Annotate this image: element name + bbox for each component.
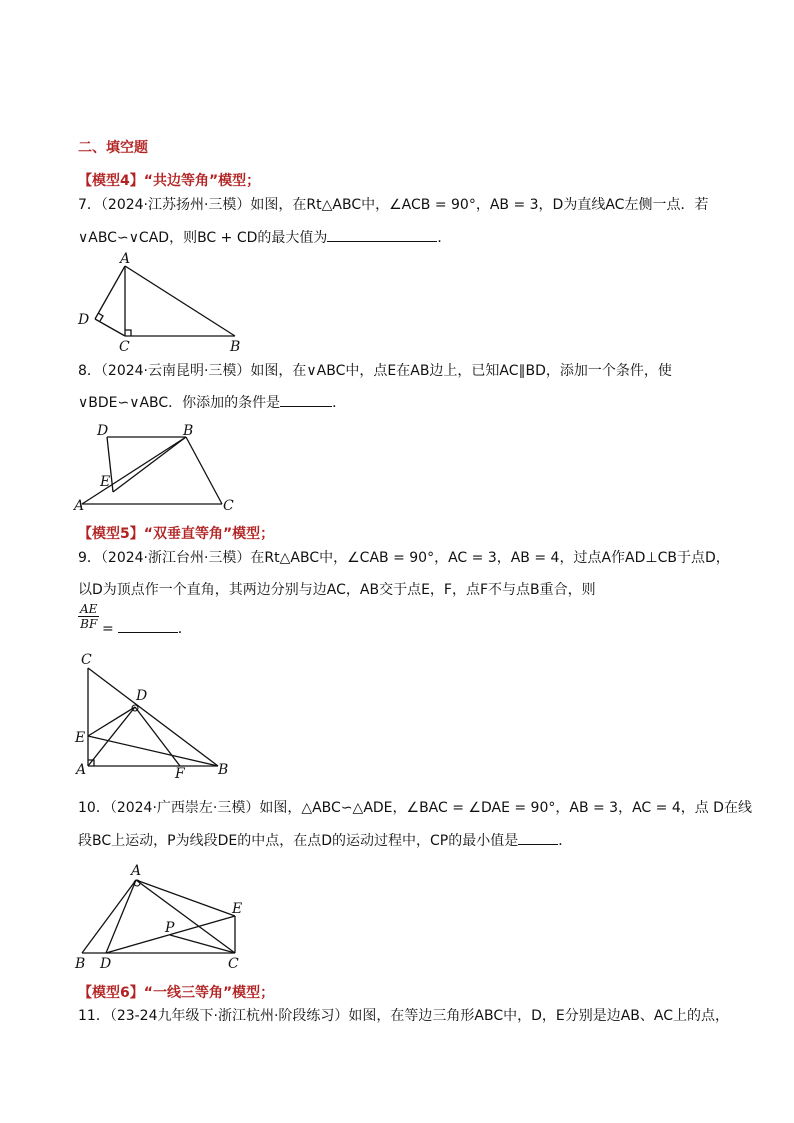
q8-label-b: B xyxy=(183,423,194,439)
q9-end: ． xyxy=(177,621,192,637)
q8-label-a: A xyxy=(74,498,85,514)
q9-label-f: F xyxy=(175,766,185,782)
q9-frac-num: AE xyxy=(80,602,98,616)
q10-answer-blank[interactable] xyxy=(518,830,558,845)
q7-line2-text: ∨ABC∽∨CAD，则BC + CD的最大值为 xyxy=(78,230,328,246)
q9-line2: 以D为顶点作一个直角，其两边分别与边AC，AB交于点E，F，点F不与点B重合，则 xyxy=(78,582,596,598)
q7-label-c: C xyxy=(119,339,130,355)
q10-end: ． xyxy=(558,833,573,849)
q8-line1: 8．（2024·云南昆明·三模）如图，在∨ABC中，点E在AB边上，已知AC∥BD，添加一个条件，使 xyxy=(78,363,672,379)
q10-label-b: B xyxy=(75,956,86,972)
q7-figure xyxy=(70,250,260,355)
q10-line2-text: 段BC上运动，P为线段DE的中点，在点D的运动过程中，CP的最小值是 xyxy=(78,833,519,849)
q9-answer-line xyxy=(102,618,192,639)
q9-fraction xyxy=(78,602,99,631)
q9-label-e: E xyxy=(75,730,86,746)
q10-label-p: P xyxy=(165,920,175,936)
q8-label-c: C xyxy=(223,498,234,514)
q10-figure xyxy=(70,858,255,973)
q7-label-a: A xyxy=(120,251,131,267)
q8-line2-text: ∨BDE∽∨ABC．你添加的条件是 xyxy=(78,395,281,411)
q9-label-a: A xyxy=(76,762,87,778)
model-6-heading: 【模型6】“一线三等角”模型； xyxy=(78,985,275,1001)
q9-answer-blank[interactable] xyxy=(118,618,178,633)
q10-label-c: C xyxy=(228,956,239,972)
q7-line1: 7．（2024·江苏扬州·三模）如图，在Rt△ABC中，∠ACB = 90°，AB = 3，D为直线AC左侧一点．若 xyxy=(78,197,709,213)
q10-line1: 10．（2024·广西崇左·三模）如图，△ABC∽△ADE，∠BAC = ∠DAE = 90°，AB = 3，AC = 4，点 D在线 xyxy=(78,800,752,816)
model-5-heading: 【模型5】“双垂直等角”模型； xyxy=(78,526,275,542)
q9-frac-den: BF xyxy=(80,617,98,631)
q9-label-c: C xyxy=(81,652,92,668)
q10-line2 xyxy=(78,830,572,851)
q10-label-a: A xyxy=(131,863,142,879)
q7-answer-blank[interactable] xyxy=(327,227,437,242)
q8-answer-blank[interactable] xyxy=(280,392,332,407)
q8-label-d: D xyxy=(97,423,109,439)
q8-end: ． xyxy=(332,395,347,411)
section-title: 二、填空题 xyxy=(78,140,148,156)
q7-end: ． xyxy=(437,230,452,246)
q10-label-d: D xyxy=(100,956,112,972)
q9-figure xyxy=(70,650,240,782)
q8-line2 xyxy=(78,392,346,413)
q9-line1: 9．（2024·浙江台州·三模）在Rt△ABC中，∠CAB = 90°，AC = 3，AB = 4，过点A作AD⊥CB于点D， xyxy=(78,550,730,566)
q7-label-b: B xyxy=(230,339,241,355)
q9-label-d: D xyxy=(136,688,148,704)
q7-line2 xyxy=(78,227,451,248)
q9-eq: = xyxy=(102,621,114,637)
q9-label-b: B xyxy=(218,762,229,778)
model-4-heading: 【模型4】“共边等角”模型； xyxy=(78,173,261,189)
q8-label-e: E xyxy=(100,474,111,490)
q10-label-e: E xyxy=(232,901,243,917)
q11-line1: 11．（23-24九年级下·浙江杭州·阶段练习）如图，在等边三角形ABC中，D，E分别是边AB、AC上的点， xyxy=(78,1008,730,1024)
q8-figure xyxy=(70,420,250,515)
q7-label-d: D xyxy=(78,312,90,328)
